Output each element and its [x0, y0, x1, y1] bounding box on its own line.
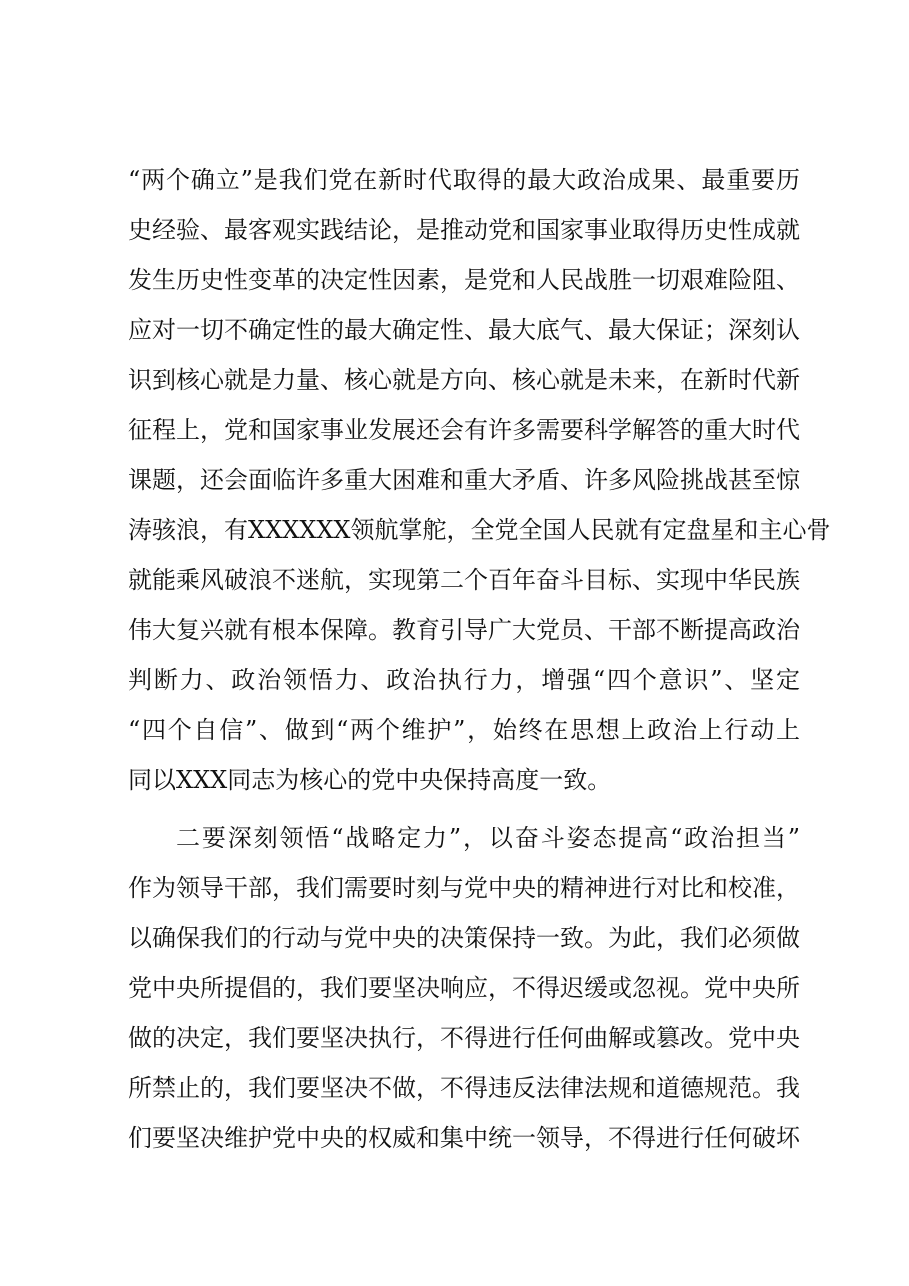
paragraph-2-line: 党中央所提倡的，我们要坚决响应，不得迟缓或忽视。党中央所 — [128, 974, 800, 1002]
paragraph-1-line: “两个确立”是我们党在新时代取得的最大政治成果、最重要历 — [128, 166, 800, 194]
paragraph-1-line: 征程上，党和国家事业发展还会有许多需要科学解答的重大时代 — [128, 416, 800, 444]
paragraph-1-line: “四个自信”、做到“两个维护”，始终在思想上政治上行动上 — [128, 716, 800, 744]
paragraph-2-line: 们要坚决维护党中央的权威和集中统一领导，不得进行任何破坏 — [128, 1124, 800, 1152]
paragraph-2-line: 作为领导干部，我们需要时刻与党中央的精神进行对比和校准， — [128, 874, 800, 902]
paragraph-2-heading-line: 二要深刻领悟“战略定力”，以奋斗姿态提高“政治担当” — [176, 824, 800, 852]
paragraph-1-line: 就能乘风破浪不迷航，实现第二个百年奋斗目标、实现中华民族 — [128, 566, 800, 594]
paragraph-1-line: 识到核心就是力量、核心就是方向、核心就是未来，在新时代新 — [128, 366, 800, 394]
paragraph-2-line: 做的决定，我们要坚决执行，不得进行任何曲解或篡改。党中央 — [128, 1024, 800, 1052]
paragraph-1-line: 同以XXX同志为核心的党中央保持高度一致。 — [128, 766, 612, 794]
paragraph-2-line: 所禁止的，我们要坚决不做，不得违反法律法规和道德规范。我 — [128, 1074, 800, 1102]
paragraph-1-line: 伟大复兴就有根本保障。教育引导广大党员、干部不断提高政治 — [128, 616, 800, 644]
paragraph-1-line: 应对一切不确定性的最大确定性、最大底气、最大保证；深刻认 — [128, 316, 800, 344]
paragraph-1-line: 涛骇浪，有XXXXXX领航掌舵，全党全国人民就有定盘星和主心骨 — [128, 516, 831, 544]
paragraph-1-line: 史经验、最客观实践结论，是推动党和国家事业取得历史性成就 — [128, 216, 800, 244]
paragraph-2-line: 以确保我们的行动与党中央的决策保持一致。为此，我们必须做 — [128, 924, 800, 952]
paragraph-1-line: 发生历史性变革的决定性因素，是党和人民战胜一切艰难险阻、 — [128, 266, 800, 294]
paragraph-1-line: 课题，还会面临许多重大困难和重大矛盾、许多风险挑战甚至惊 — [128, 466, 800, 494]
paragraph-1-line: 判断力、政治领悟力、政治执行力，增强“四个意识”、坚定 — [128, 666, 800, 694]
